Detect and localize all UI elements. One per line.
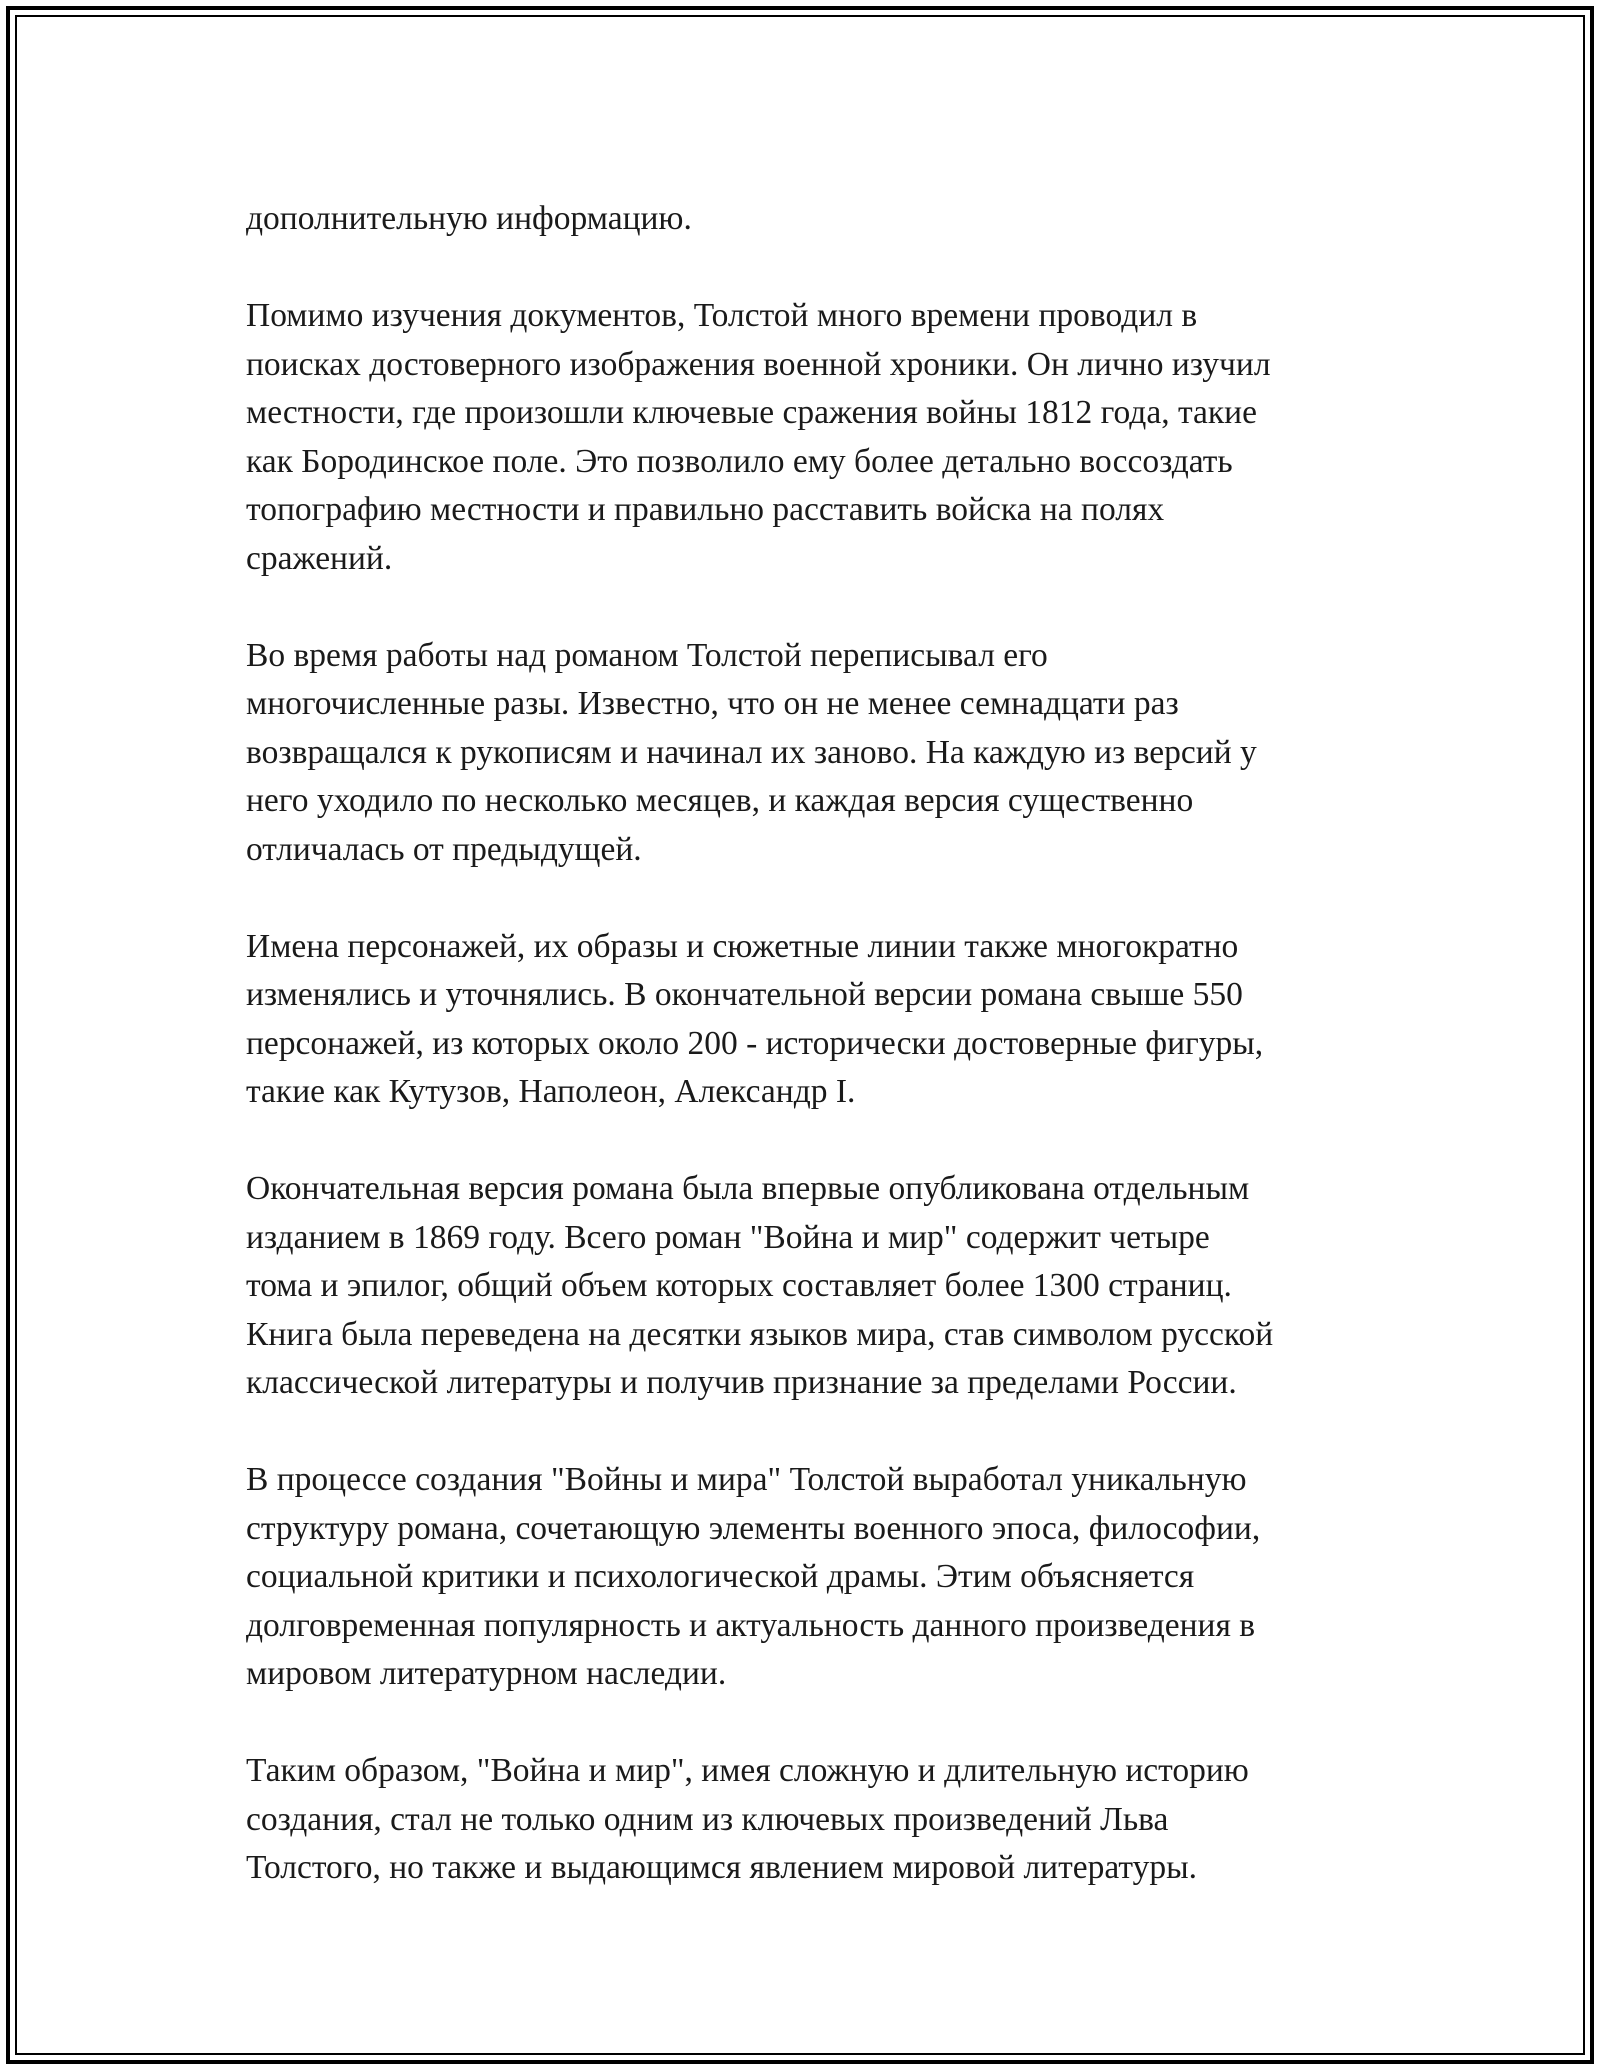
paragraph-structure: В процессе создания "Войны и мира" Толстой выработал уникальную структуру романа, сочетающую элементы военного эпоса, философии, социальной критики и психологической драмы. Этим объясняется долговременная популярность и актуальность данного произведения в мировом литературном наследии. [246,1461,1261,1692]
paragraph-continuation: дополнительную информацию. [246,200,692,237]
paragraph-characters: Имена персонажей, их образы и сюжетные линии также многократно изменялись и уточнялись. В окончательной версии романа свыше 550 персонажей, из которых около 200 - исторически достоверные фигуры, такие как Кутузов, Наполеон, Александр I. [246,927,1264,1110]
document-body [246,195,1406,1893]
paragraph-rewriting: Во время работы над романом Толстой переписывал его многочисленные разы. Известно, что он не менее семнадцати раз возвращался к рукописям и начинал их заново. На каждую из версий у него уходило по несколько месяцев, и каждая версия существенно отличалась от предыдущей. [246,636,1257,868]
page-border [6,6,1594,2064]
paragraph-publication: Окончательная версия романа была впервые опубликована отдельным изданием в 1869 году. Всего роман "Война и мир" содержит четыре тома и эпилог, общий объем которых составляет более 1300 страниц. Книга была переведена на десятки языков мира, став символом русской классической литературы и получив признание за пределами России. [246,1170,1274,1401]
paragraph-research: Помимо изучения документов, Толстой много времени проводил в поисках достоверного изображения военной хроники. Он лично изучил местности, где произошли ключевые сражения войны 1812 года, такие как Бородинское поле. Это позволило ему более детально воссоздать топографию местности и правильно расставить войска на полях сражений. [246,297,1271,577]
paragraph-conclusion: Таким образом, "Война и мир", имея сложную и длительную историю создания, стал не только одним из ключевых произведений Льва Толстого, но также и выдающимся явлением мировой литературы. [246,1752,1249,1886]
